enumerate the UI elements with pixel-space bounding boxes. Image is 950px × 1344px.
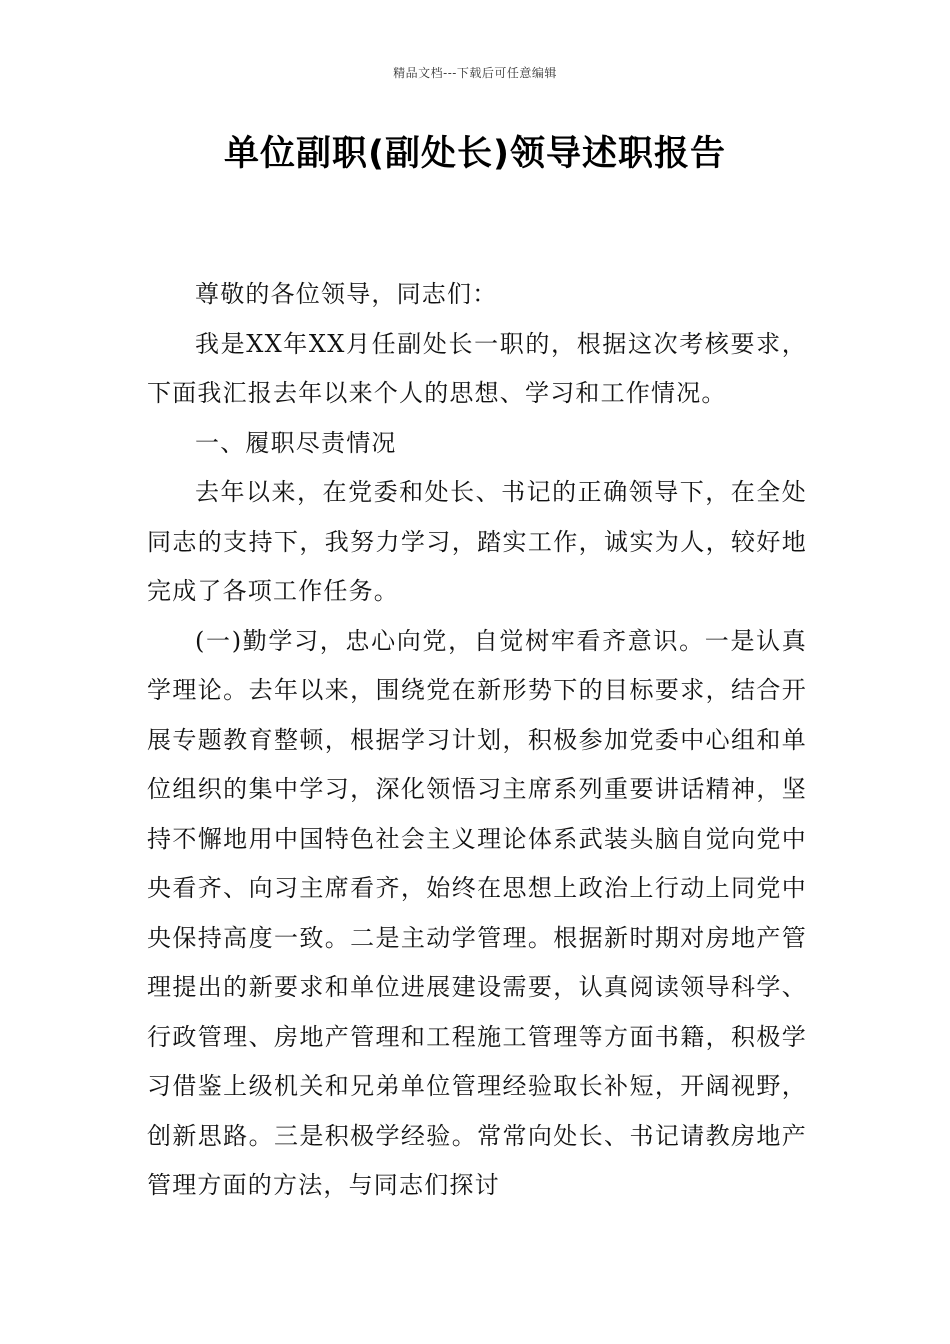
document-title: 单位副职(副处长)领导述职报告	[224, 134, 726, 174]
header-note: 精品文档---下载后可任意编辑	[393, 66, 557, 80]
paragraph-salutation: 尊敬的各位领导，同志们：	[195, 280, 498, 308]
section-heading: 一、履职尽责情况	[195, 428, 397, 457]
paragraph-study: (一)勤学习，忠心向党，自觉树牢看齐意识。一是认真学理论。去年以来，围绕党在新形势下的目标要求，结合开展专题教育整顿，根据学习计划，积极参加党委中心组和单位组织的集中学习，深化领悟习主席系列重要讲话精神，坚持不懈地用中国特色社会主义理论体系武装头脑自觉向党中央看齐、向习主席看齐，始终在思想上政治上行动上同党中央保持高度一致。二是主动学管理。根据新时期对房地产管理提出的新要求和单位进展建设需要，认真阅读领导科学、行政管理、房地产管理和工程施工管理等方面书籍，积极学习借鉴上级机关和兄弟单位管理经验取长补短，开阔视野，创新思路。三是积极学经验。常常向处长、书记请教房地产管理方面的方法，与同志们探讨	[147, 626, 807, 1199]
paragraph-summary: 去年以来，在党委和处长、书记的正确领导下，在全处同志的支持下，我努力学习，踏实工作，诚实为人，较好地完成了各项工作任务。	[147, 478, 807, 605]
document-body	[147, 270, 807, 1211]
paragraph-intro: 我是XX年XX月任副处长一职的，根据这次考核要求，下面我汇报去年以来个人的思想、学习和工作情况。	[147, 329, 807, 407]
